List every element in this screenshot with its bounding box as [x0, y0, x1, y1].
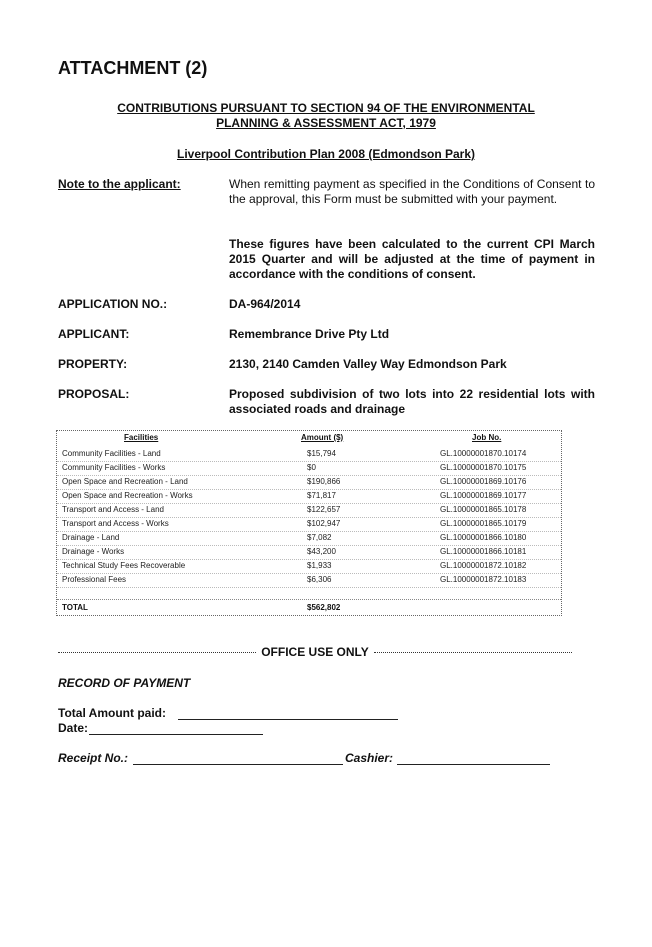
facility-name: Transport and Access - Works — [62, 519, 169, 528]
facility-job-no: GL.10000001866.10180 — [440, 533, 527, 542]
property-label: PROPERTY: — [58, 357, 128, 371]
total-row — [57, 599, 561, 614]
column-header-job-no: Job No. — [472, 433, 502, 442]
table-row — [57, 531, 561, 546]
date-label: Date: — [58, 721, 89, 735]
application-no-value: DA-964/2014 — [229, 297, 301, 311]
heading-line-2: PLANNING & ASSESSMENT ACT, 1979 — [216, 116, 436, 130]
table-row — [57, 517, 561, 532]
office-use-text: OFFICE USE ONLY — [261, 645, 369, 659]
total-amount: $562,802 — [307, 603, 341, 612]
facility-name: Technical Study Fees Recoverable — [62, 561, 186, 570]
facility-name: Open Space and Recreation - Land — [62, 477, 188, 486]
table-row — [57, 573, 561, 588]
facility-name: Transport and Access - Land — [62, 505, 164, 514]
facility-amount: $71,817 — [307, 491, 336, 500]
facility-amount: $7,082 — [307, 533, 332, 542]
office-use-banner — [58, 645, 572, 659]
table-row — [57, 559, 561, 574]
proposal-value: Proposed subdivision of two lots into 22 residential lots with associated roads and drainage — [229, 387, 595, 416]
cashier-label: Cashier: — [345, 751, 394, 765]
facility-amount: $1,933 — [307, 561, 332, 570]
facility-name: Community Facilities - Works — [62, 463, 166, 472]
table-row — [57, 489, 561, 504]
facility-amount: $122,657 — [307, 505, 341, 514]
banner-dots-right — [374, 652, 572, 653]
facility-amount: $190,866 — [307, 477, 341, 486]
facility-job-no: GL.10000001869.10176 — [440, 477, 527, 486]
facility-job-no: GL.10000001869.10177 — [440, 491, 527, 500]
column-header-amount: Amount ($) — [301, 433, 344, 442]
facility-job-no: GL.10000001870.10175 — [440, 463, 527, 472]
facility-job-no: GL.10000001865.10178 — [440, 505, 527, 514]
receipt-line[interactable] — [133, 764, 343, 765]
total-paid-line[interactable] — [178, 719, 398, 720]
applicant-label: APPLICANT: — [58, 327, 130, 341]
facility-amount: $15,794 — [307, 449, 336, 458]
cpi-note: These figures have been calculated to the current CPI March 2015 Quarter and will be adjusted at the time of payment in accordance with the conditions of consent. — [229, 237, 595, 281]
facility-name: Drainage - Land — [62, 533, 120, 542]
table-row — [57, 461, 561, 476]
facility-name: Open Space and Recreation - Works — [62, 491, 193, 500]
facility-name: Community Facilities - Land — [62, 449, 161, 458]
total-label: TOTAL — [62, 603, 88, 612]
proposal-label: PROPOSAL: — [58, 387, 130, 401]
table-row — [57, 447, 561, 462]
table-row — [57, 503, 561, 518]
facility-job-no: GL.10000001865.10179 — [440, 519, 527, 528]
facility-amount: $0 — [307, 463, 316, 472]
note-label: Note to the applicant: — [58, 177, 181, 191]
facility-job-no: GL.10000001870.10174 — [440, 449, 527, 458]
column-header-facilities: Facilities — [124, 433, 159, 442]
facility-job-no: GL.10000001872.10183 — [440, 575, 527, 584]
cashier-line[interactable] — [397, 764, 550, 765]
heading-line-1: CONTRIBUTIONS PURSUANT TO SECTION 94 OF THE ENVIRONMENTAL — [117, 101, 535, 115]
record-of-payment-title: RECORD OF PAYMENT — [58, 676, 191, 690]
facility-name: Professional Fees — [62, 575, 127, 584]
facility-job-no: GL.10000001866.10181 — [440, 547, 527, 556]
banner-dots-left — [58, 652, 256, 653]
application-no-label: APPLICATION NO.: — [58, 297, 168, 311]
plan-title: Liverpool Contribution Plan 2008 (Edmondson Park) — [176, 147, 476, 161]
facility-name: Drainage - Works — [62, 547, 125, 556]
receipt-label: Receipt No.: — [58, 751, 129, 765]
contributions-table — [56, 430, 562, 616]
facility-amount: $102,947 — [307, 519, 341, 528]
table-row — [57, 475, 561, 490]
facility-amount: $6,306 — [307, 575, 332, 584]
date-line[interactable] — [89, 734, 263, 735]
table-row — [57, 545, 561, 560]
facility-amount: $43,200 — [307, 547, 336, 556]
applicant-value: Remembrance Drive Pty Ltd — [229, 327, 390, 341]
total-paid-label: Total Amount paid: — [58, 706, 166, 720]
property-value: 2130, 2140 Camden Valley Way Edmondson Park — [229, 357, 507, 371]
note-text: When remitting payment as specified in the Conditions of Consent to the approval, this Form must be submitted with your payment. — [229, 177, 595, 206]
facility-job-no: GL.10000001872.10182 — [440, 561, 527, 570]
attachment-title: ATTACHMENT (2) — [58, 58, 208, 78]
